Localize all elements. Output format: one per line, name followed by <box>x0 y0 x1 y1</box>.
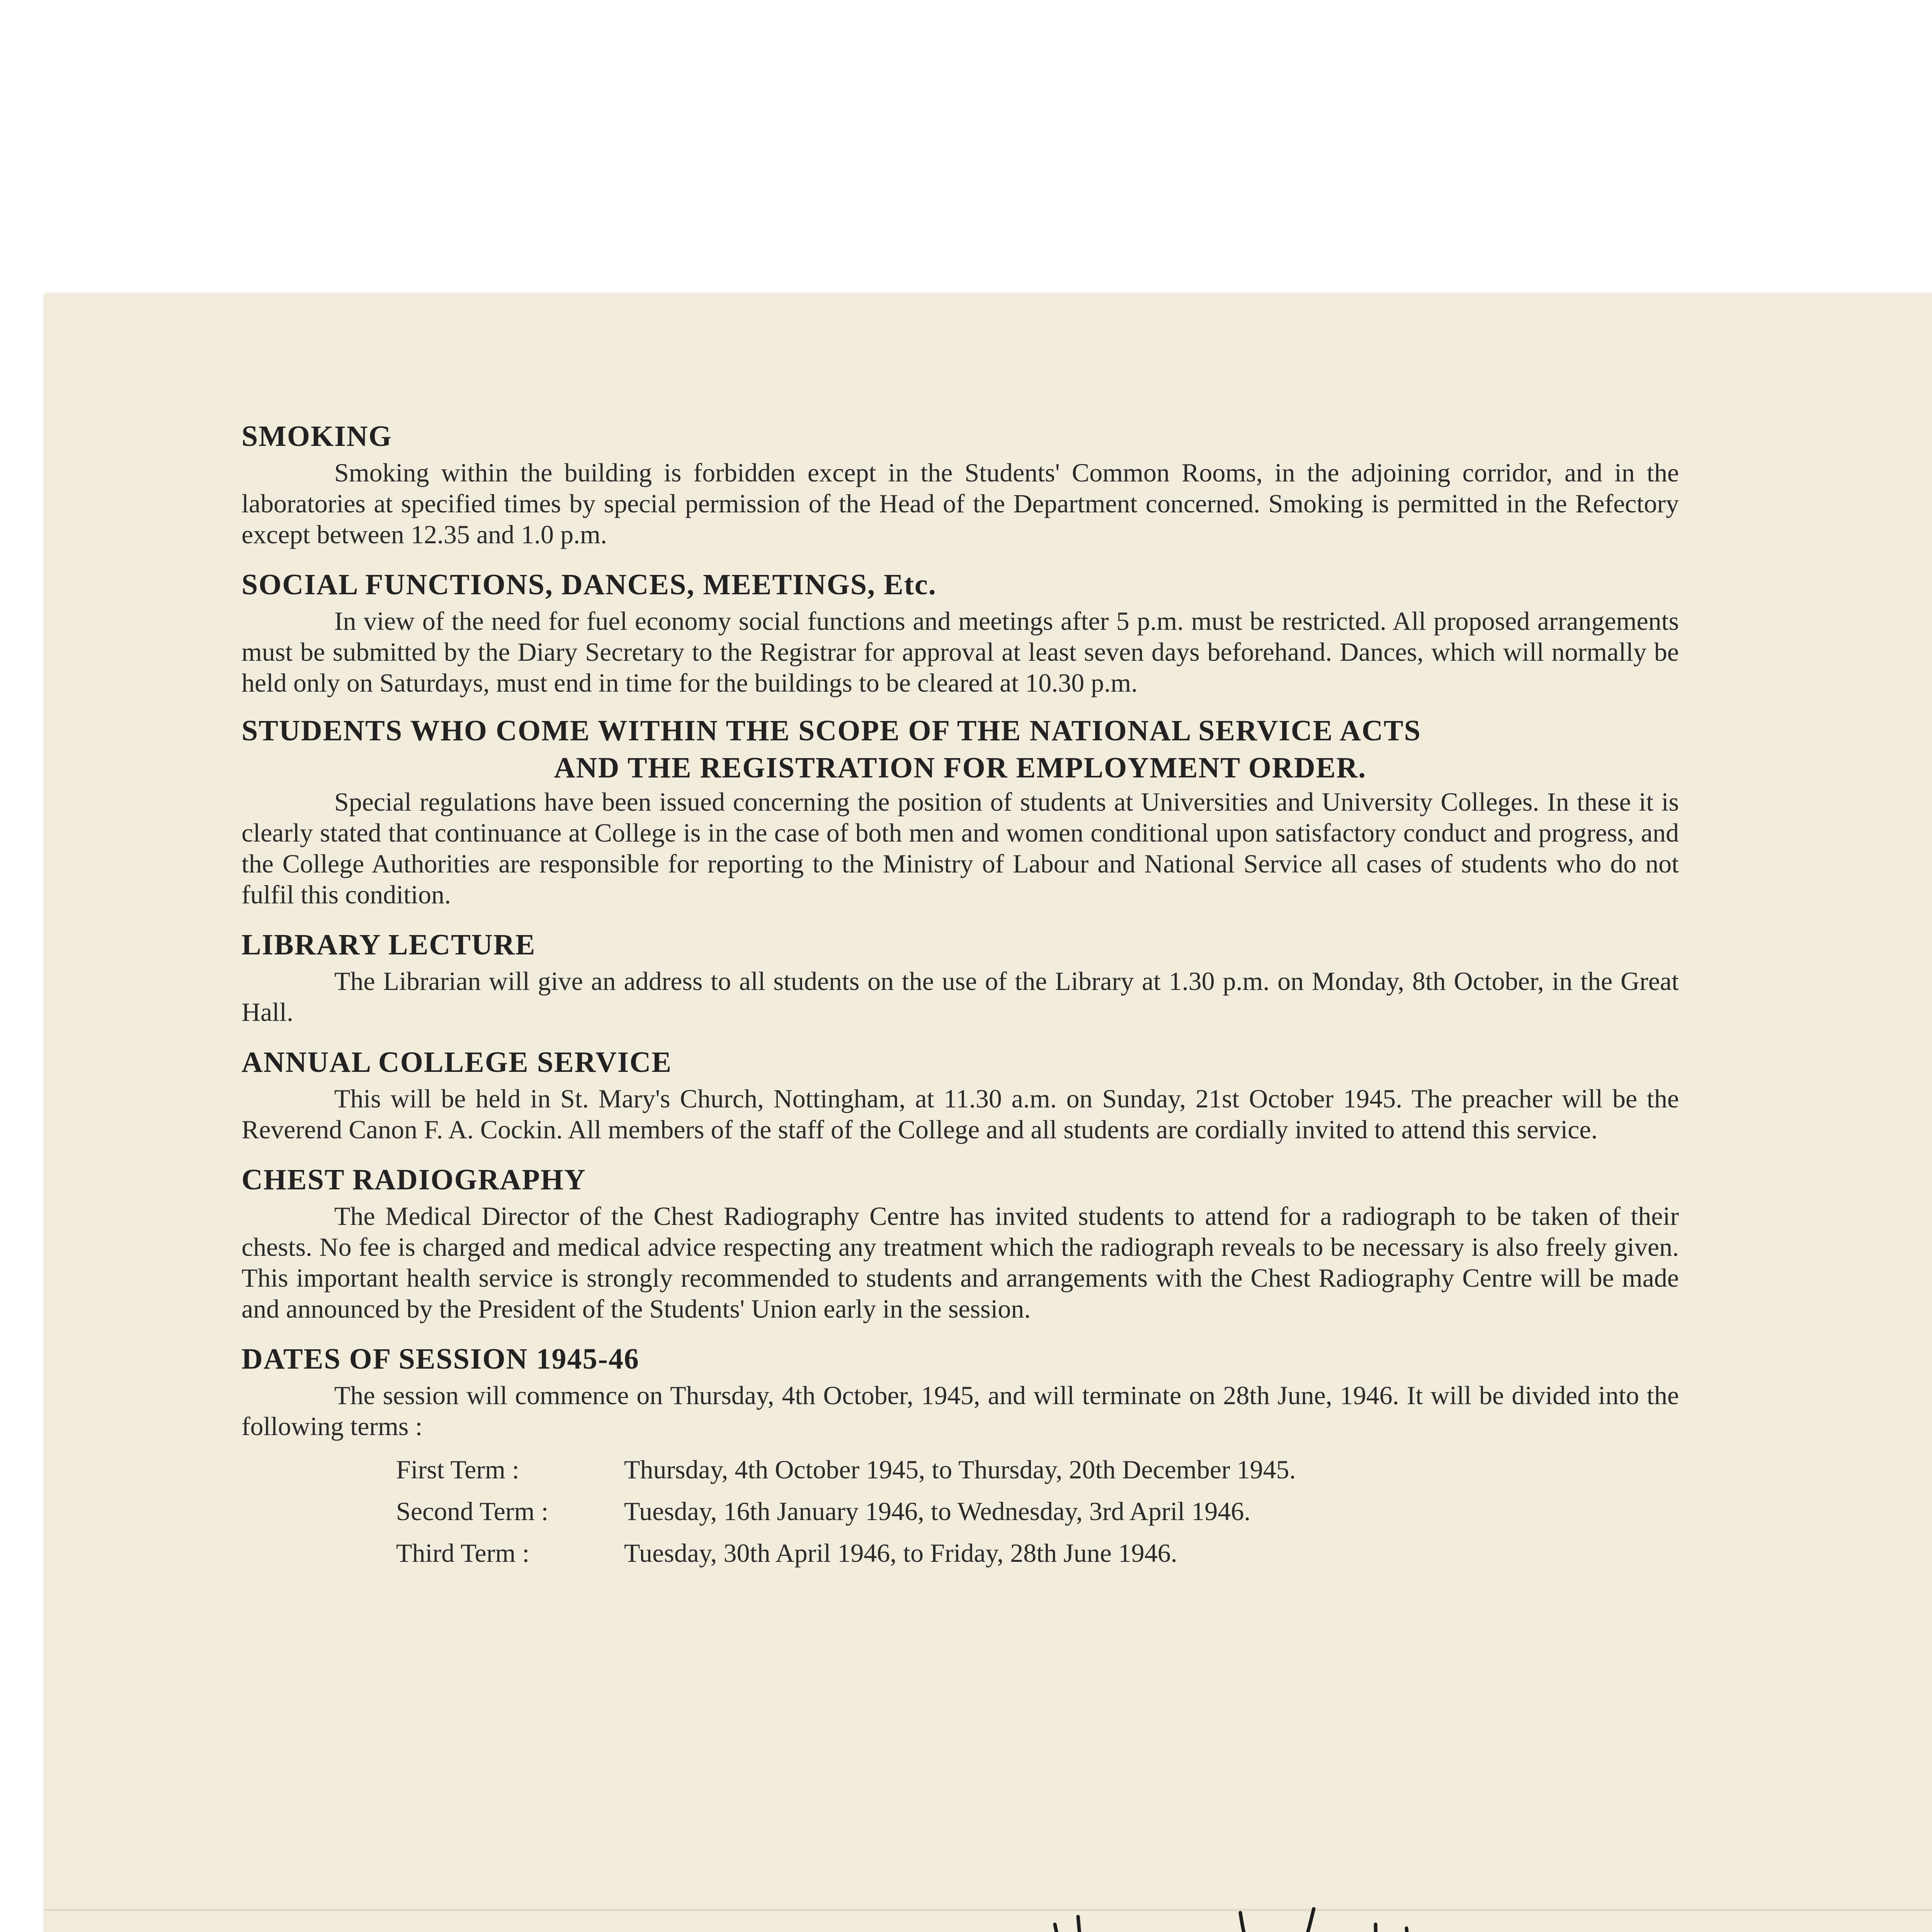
section-heading: CHEST RADIOGRAPHY <box>242 1163 586 1196</box>
section-social-functions <box>242 564 1679 698</box>
term-name: First Term : <box>396 1455 519 1484</box>
section-body: This will be held in St. Mary's Church, Nottingham, at 11.30 a.m. on Sunday, 21st October 1945. The preacher will be the Reverend Canon F. A. Cockin. All members of the staff of the College and all students are cordially invited to attend this service. <box>242 1084 1679 1144</box>
section-body: The Medical Director of the Chest Radiography Centre has invited students to attend for a radiograph to be taken of their chests. No fee is charged and medical advice respecting any treatment which the radiograph reveals to be necessary is also freely given. This important health service is strongly recommended to students and arrangements with the Chest Radiography Centre will be made and announced by the President of the Students' Union early in the session. <box>242 1201 1679 1323</box>
section-national-service <box>242 712 1679 910</box>
term-name: Third Term : <box>396 1538 530 1568</box>
term-name: Second Term : <box>396 1497 549 1526</box>
section-body: In view of the need for fuel economy social functions and meetings after 5 p.m. must be restricted. All proposed arrangements must be submitted by the Diary Secretary to the Registrar for approval at least seven days beforehand. Dances, which will normally be held only on Saturdays, must end in time for the buildings to be cleared at 10.30 p.m. <box>242 606 1679 697</box>
fold-crease <box>44 1909 1932 1911</box>
term-dates: Tuesday, 30th April 1946, to Friday, 28th June 1946. <box>624 1538 1177 1568</box>
section-dates-of-session <box>242 1338 1679 1574</box>
term-dates: Thursday, 4th October 1945, to Thursday, 20th December 1945. <box>624 1455 1296 1484</box>
section-chest-radiography <box>242 1159 1679 1324</box>
section-body: The session will commence on Thursday, 4th October, 1945, and will terminate on 28th June, 1946. It will be divided into the following terms : <box>242 1381 1679 1441</box>
section-heading-continued: AND THE REGISTRATION FOR EMPLOYMENT ORDER. <box>554 752 1367 784</box>
section-college-service <box>242 1041 1679 1145</box>
section-heading: STUDENTS WHO COME WITHIN THE SCOPE OF THE NATIONAL SERVICE ACTS <box>242 714 1421 747</box>
section-heading: SMOKING <box>242 420 392 452</box>
section-body: The Librarian will give an address to all students on the use of the Library at 1.30 p.m. on Monday, 8th October, in the Great Hall. <box>242 966 1679 1027</box>
section-body: Smoking within the building is forbidden except in the Students' Common Rooms, in the adjoining corridor, and in the laboratories at specified times by special permission of the Head of the Department concerned. Smoking is permitted in the Refectory except between 12.35 and 1.0 p.m. <box>242 458 1679 549</box>
section-heading: ANNUAL COLLEGE SERVICE <box>242 1046 672 1078</box>
document-body <box>242 415 1679 1588</box>
section-heading: DATES OF SESSION 1945-46 <box>242 1343 639 1375</box>
term-row <box>396 1532 1679 1574</box>
section-smoking <box>242 415 1679 550</box>
terms-list <box>396 1449 1679 1574</box>
section-body: Special regulations have been issued concerning the position of students at Universities and University Colleges. In these it is clearly stated that continuance at College is in the case of both men and women conditional upon satisfactory conduct and progress, and the College Authorities are responsible for reporting to the Ministry of Labour and National Service all cases of students who do not fulfil this condition. <box>242 787 1679 909</box>
section-library-lecture <box>242 924 1679 1027</box>
term-dates: Tuesday, 16th January 1946, to Wednesday, 3rd April 1946. <box>624 1497 1251 1526</box>
term-row <box>396 1490 1679 1532</box>
section-heading: LIBRARY LECTURE <box>242 929 536 961</box>
term-row <box>396 1449 1679 1490</box>
section-heading: SOCIAL FUNCTIONS, DANCES, MEETINGS, Etc. <box>242 568 937 601</box>
principal-signature-mark <box>1043 1882 1530 1932</box>
